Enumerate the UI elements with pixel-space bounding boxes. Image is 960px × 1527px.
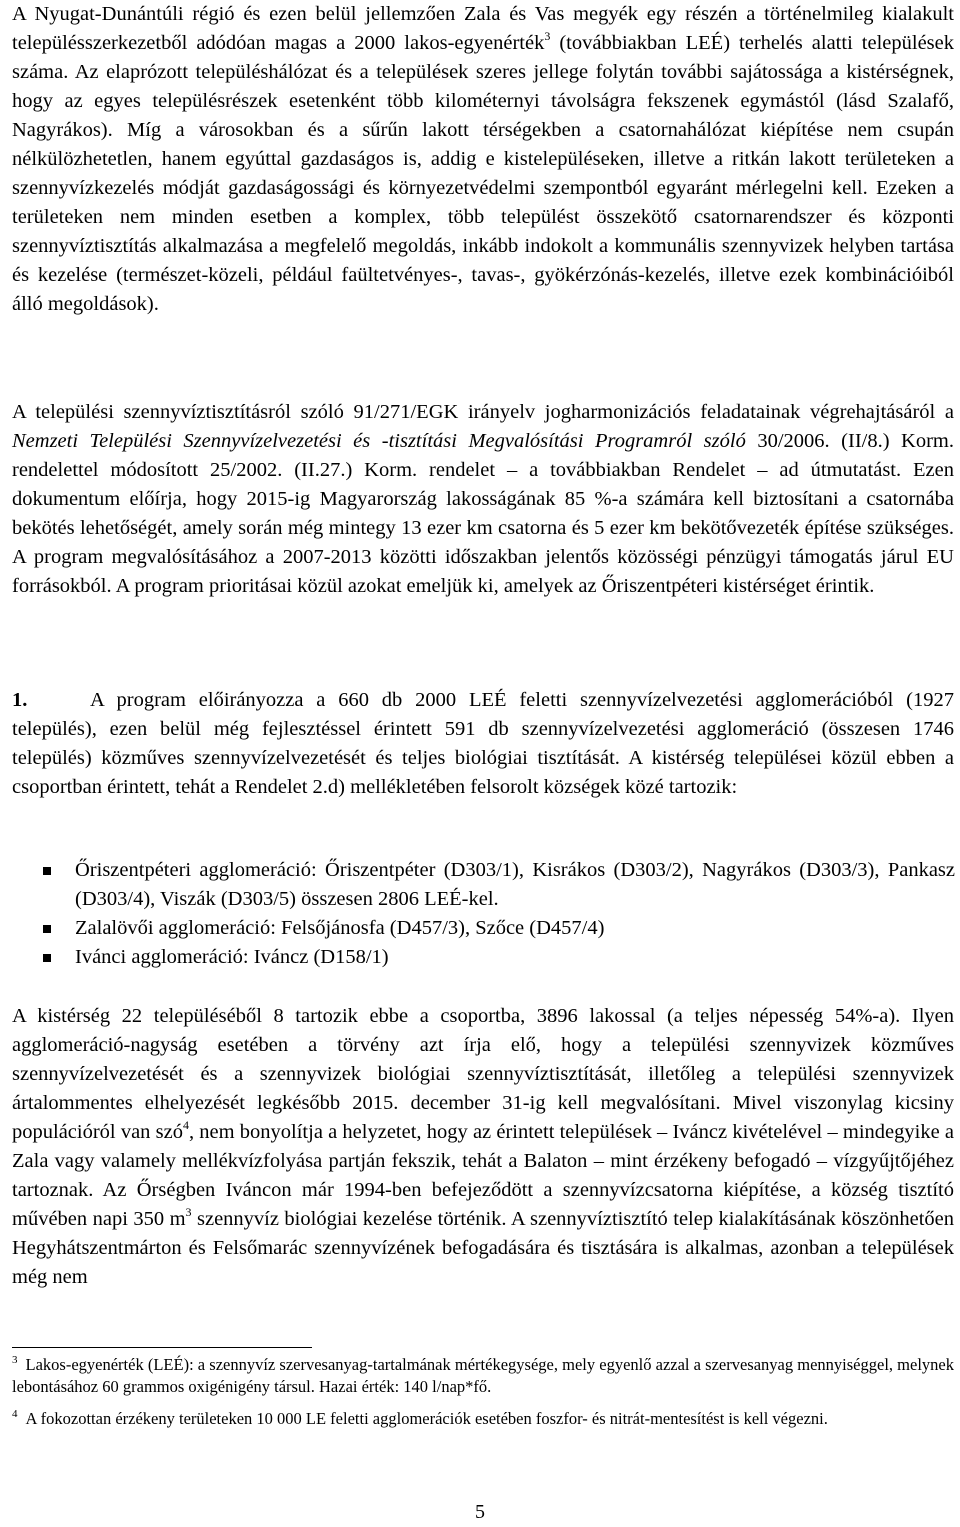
agglomeration-list xyxy=(0,856,960,972)
list-item-text: Zalalövői agglomeráció: Felsőjánosfa (D457/3), Szőce (D457/4) xyxy=(75,917,605,939)
paragraph-subregion-text-c: szennyvíz biológiai kezelése történik. A szennyvíztisztító telep kialakításának köszönhetően Hegyhátszentmárton és Felsőmarác szennyvízének befogadására és tisztására is alkalmas, azonban a települések még nem xyxy=(12,1208,954,1288)
cubic-superscript: 3 xyxy=(185,1205,192,1219)
footnote-mark: 3 xyxy=(12,1354,18,1366)
program-title: Nemzeti Települési Szennyvízelvezetési és -tisztítási Megvalósítási Programról szóló xyxy=(12,430,746,452)
footnote-mark: 4 xyxy=(12,1408,18,1420)
paragraph-intro-text-b: (továbbiakban LEÉ) terhelés alatti települések száma. Az elaprózott településhálózat és a települések szeres jellege folytán további sajátossága a kistérségnek, hogy az egyes településrészek esetenként több kilométernyi távolságra fekszenek egymástól (lásd Szalafő, Nagyrákos). Míg a városokban és a sűrűn lakott térségekben a csatornahálózat kiépítése nem csupán nélkülözhetetlen, hanem egyúttal gazdaságos is, addig e kistelepüléseken, illetve a ritkán lakott területeken a szennyvízkezelés módját gazdaságossági és környezetvédelmi szempontból egyaránt mérlegelni kell. Ezeken a területeken nem minden esetben a komplex, több települést összekötő csatornarendszer és központi szennyvíztisztítás alkalmazása a megfelelő megoldás, inkább indokolt a kommunális szennyvizek helyben tartása és kezelése (természet-közeli, például faültetvényes-, tavas-, gyökérzónás-kezelés, illetve ezek kombinációiból álló megoldások). xyxy=(12,32,954,315)
paragraph-directive-text-a: A települési szennyvíztisztításról szóló 91/271/EGK irányelv jogharmonizációs feladatainak végrehajtásáról a xyxy=(12,401,954,423)
paragraph-directive xyxy=(12,398,954,601)
list-item xyxy=(0,856,955,914)
list-item-text: Őriszentpéteri agglomeráció: Őriszentpéter (D303/1), Kisrákos (D303/2), Nagyrákos (D303/3), Pankasz (D303/4), Viszák (D303/5) összesen 2806 LEÉ-kel. xyxy=(75,859,955,910)
list-item xyxy=(0,943,955,972)
paragraph-subregion-text-a: A kistérség 22 településéből 8 tartozik ebbe a csoportba, 3896 lakossal (a teljes népesség 54%-a). Ilyen agglomeráció-nagyság esetében a törvény azt írja elő, hogy a települési szennyvizek közműves szennyvízelvezetését és a szennyvizek biológiai szennyvíztisztítását, illetőleg a települési szennyvizek ártalommentes elhelyezését legkésőbb 2015. december 31-ig kell megvalósítani. Mivel viszonylag kicsiny populációról van szó xyxy=(12,1005,954,1143)
footnote-ref-4[interactable]: 4 xyxy=(182,1118,189,1132)
item-number: 1. xyxy=(12,689,28,711)
list-item xyxy=(0,914,955,943)
paragraph-subregion xyxy=(12,1002,954,1292)
paragraph-subregion-text-b: , nem bonyolítja a helyzetet, hogy az érintett települések – Iváncz kivételével – mindegyike a Zala vagy valamely mellékvízfolyása partján fekszik, tehát a Balaton – mint érzékeny befogadó – vízgyűjtőjéhez tartoznak. Az Őrségben Iváncon már 1994-ben befejeződött a szennyvízcsatorna kiépítése, a község tisztító művében napi 350 m xyxy=(12,1121,954,1230)
footnote-3 xyxy=(12,1354,954,1398)
footnote-ref-3[interactable]: 3 xyxy=(544,29,551,43)
paragraph-intro-text-a: A Nyugat-Dunántúli régió és ezen belül jellemzően Zala és Vas megyék egy részén a történelmileg kialakult településszerkezetből adódóan magas a 2000 lakos-egyenérték xyxy=(12,3,954,54)
footnote-4 xyxy=(12,1408,954,1430)
square-bullet-icon xyxy=(43,867,51,875)
paragraph-directive-text-b: 30/2006. (II/8.) Korm. rendelettel módosított 25/2002. (II.27.) Korm. rendelet – a továbbiakban Rendelet – ad útmutatást. Ezen dokumentum előírja, hogy 2015-ig Magyarország lakosságának 85 %-a számára kell biztosítani a csatornába bekötés lehetőségét, amely során még mintegy 13 ezer km csatorna és 5 ezer km bekötővezeték építése szükséges. A program megvalósításához a 2007-2013 közötti időszakban jelentős közösségi pénzügyi támogatás járul EU forrásokból. A program prioritásai közül azokat emeljük ki, amelyek az Őriszentpéteri kistérséget érintik. xyxy=(12,430,954,597)
page-number: 5 xyxy=(475,1501,485,1523)
footnote-text: A fokozottan érzékeny területeken 10 000 LE feletti agglomerációk esetében foszfor- és nitrát-mentesítést is kell végezni. xyxy=(25,1409,828,1428)
footnote-text: Lakos-egyenérték (LEÉ): a szennyvíz szervesanyag-tartalmának mértékegysége, mely egyenlő azzal a szervesanyag mennyiséggel, melynek lebontásához 60 grammos oxigénigény társul. Hazai érték: 140 l/nap*fő. xyxy=(12,1355,954,1396)
numbered-paragraph-text: A program előirányozza a 660 db 2000 LEÉ feletti szennyvízelvezetési agglomerációból (1927 település), ezen belül még fejlesztéssel érintett 591 db szennyvízelvezetési agglomeráció (összesen 1746 település) közműves szennyvízelvezetését és teljes biológiai tisztítását. A kistérség települései közül ebben a csoportban érintett, tehát a Rendelet 2.d) mellékletében felsorolt községek közé tartozik: xyxy=(12,689,954,798)
footnote-separator xyxy=(12,1347,312,1348)
square-bullet-icon xyxy=(43,925,51,933)
numbered-paragraph-1 xyxy=(12,686,954,802)
square-bullet-icon xyxy=(43,954,51,962)
paragraph-intro xyxy=(12,0,954,319)
list-item-text: Ivánci agglomeráció: Iváncz (D158/1) xyxy=(75,946,389,968)
